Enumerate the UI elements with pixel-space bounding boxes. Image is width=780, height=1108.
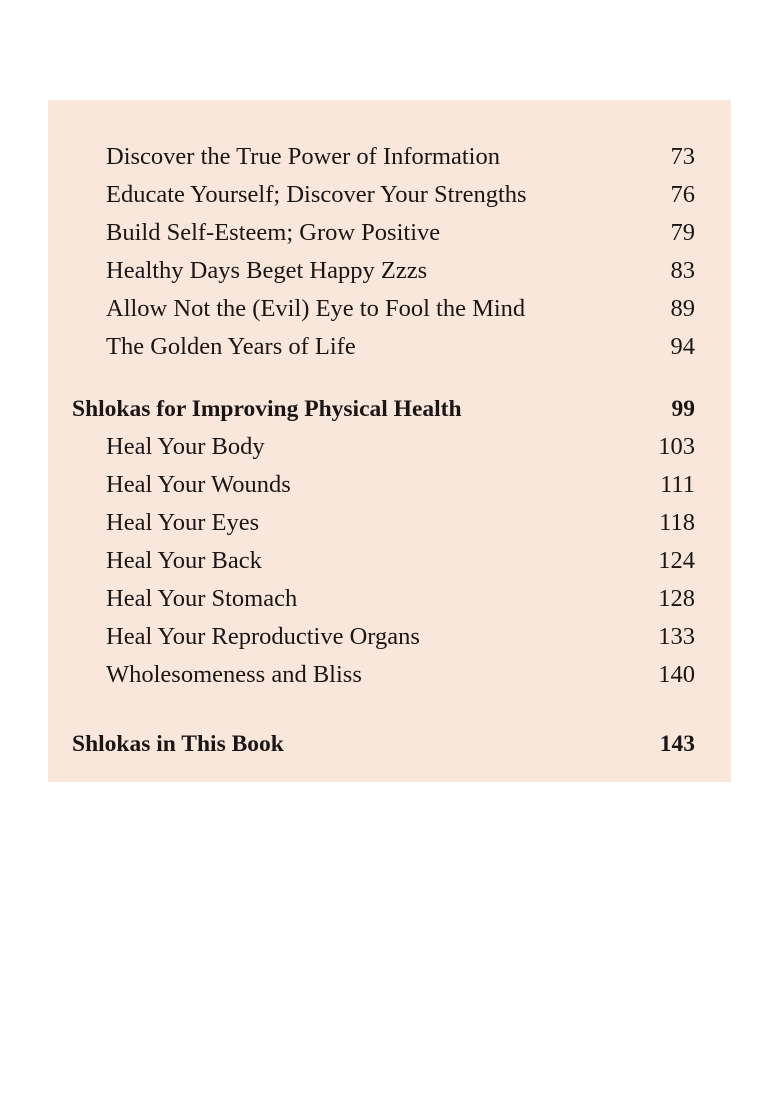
entry-page: 94 <box>670 333 695 360</box>
entry-page: 124 <box>658 547 695 574</box>
entry-page: 133 <box>658 623 695 650</box>
toc-section <box>48 390 731 428</box>
entry-title: Build Self-Esteem; Grow Positive <box>106 219 441 246</box>
entry-page: 89 <box>670 295 695 322</box>
entry-page: 140 <box>658 661 695 688</box>
section-page: 99 <box>671 396 695 422</box>
toc-entry <box>48 138 731 176</box>
toc-entry <box>48 542 731 580</box>
section-page: 143 <box>659 731 695 757</box>
toc-entry <box>48 328 731 366</box>
toc-entry <box>48 466 731 504</box>
toc-entry <box>48 504 731 542</box>
entry-title: Heal Your Stomach <box>106 585 298 612</box>
toc-entry <box>48 290 731 328</box>
entry-page: 79 <box>670 219 695 246</box>
entry-page: 118 <box>659 509 695 536</box>
entry-page: 111 <box>660 471 695 498</box>
toc-entry <box>48 428 731 466</box>
entry-title: Heal Your Body <box>106 433 265 460</box>
entry-title: Heal Your Back <box>106 547 262 574</box>
entry-title: Educate Yourself; Discover Your Strengths <box>106 181 527 208</box>
entry-title: Wholesomeness and Bliss <box>106 661 362 688</box>
section-title: Shlokas for Improving Physical Health <box>72 396 462 422</box>
entry-title: Discover the True Power of Information <box>106 143 500 170</box>
entry-title: Allow Not the (Evil) Eye to Fool the Mind <box>106 295 526 322</box>
toc-entry <box>48 214 731 252</box>
entry-title: Heal Your Reproductive Organs <box>106 623 420 650</box>
entry-page: 83 <box>670 257 695 284</box>
book-page <box>48 100 731 782</box>
toc-entry <box>48 252 731 290</box>
toc-entry <box>48 580 731 618</box>
entry-title: Heal Your Wounds <box>106 471 291 498</box>
entry-page: 76 <box>670 181 695 208</box>
entry-title: The Golden Years of Life <box>106 333 356 360</box>
toc-entry <box>48 618 731 656</box>
entry-page: 128 <box>658 585 695 612</box>
toc-entry <box>48 656 731 694</box>
entry-title: Heal Your Eyes <box>106 509 260 536</box>
entry-page: 73 <box>670 143 695 170</box>
toc-entry <box>48 176 731 214</box>
section-title: Shlokas in This Book <box>72 731 284 757</box>
toc-section <box>48 725 731 763</box>
entry-page: 103 <box>658 433 695 460</box>
entry-title: Healthy Days Beget Happy Zzzs <box>106 257 428 284</box>
